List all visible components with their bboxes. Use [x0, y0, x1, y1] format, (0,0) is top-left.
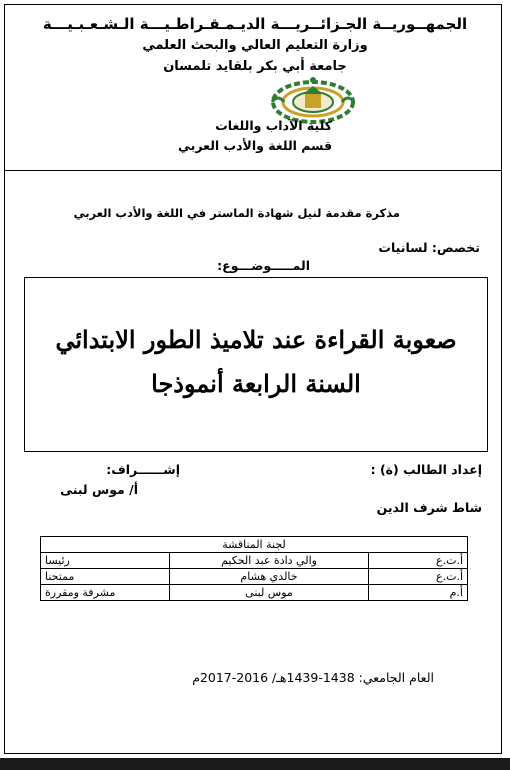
supervisor-name: أ/ موس لبنى: [60, 482, 138, 497]
ministry-name: وزارة التعليم العالي والبحث العلمي: [142, 38, 368, 53]
jury-rank: أ.م: [369, 585, 468, 601]
table-row: [41, 569, 468, 585]
table-row: [41, 553, 468, 569]
supervision-label: إشــــــراف:: [106, 462, 180, 477]
department-name: قسم اللغة والأدب العربي: [178, 138, 332, 153]
bottom-bar: [0, 758, 510, 770]
jury-rank: أ.ت.ع: [369, 553, 468, 569]
header-divider: [4, 170, 502, 171]
academic-year: العام الجامعي: 1438-1439هـ/ 2016-2017م: [192, 670, 434, 685]
faculty-block: [178, 116, 332, 156]
republic-name: الجمهــوريــة الجـزائــريـــة الديـمـقـراطـيـــة الـشـعـبـيـــة: [42, 15, 468, 33]
faculty-name: كلية الآداب واللغات: [215, 118, 332, 133]
title-line-1: صعوبة القراءة عند تلاميذ الطور الابتدائي: [55, 325, 457, 354]
jury-role: ممتحنا: [41, 569, 170, 585]
jury-member-name: والي دادة عبد الحكيم: [170, 553, 369, 569]
specialization: تخصص: لسانيات: [378, 240, 480, 255]
jury-role: رئيسا: [41, 553, 170, 569]
student-name: شاط شرف الدين: [376, 500, 482, 515]
institution-header: [20, 14, 490, 77]
title-box: [24, 277, 488, 452]
jury-rank: أ.ت.ع: [369, 569, 468, 585]
jury-caption: لجنة المناقشة: [41, 537, 468, 553]
title-line-2: السنة الرابعة أنموذجا: [151, 369, 361, 398]
table-row: [41, 585, 468, 601]
memo-statement: مذكرة مقدمة لنيل شهادة الماستر في اللغة والأدب العربي: [73, 206, 400, 220]
topic-label: المـــــوضـــوع:: [217, 258, 310, 273]
student-label: إعداد الطالب (ة) :: [370, 462, 482, 477]
jury-role: مشرفة ومقررة: [41, 585, 170, 601]
jury-member-name: خالدي هشام: [170, 569, 369, 585]
jury-table: [40, 536, 468, 601]
jury-member-name: موس لبنى: [170, 585, 369, 601]
jury-caption-row: [41, 537, 468, 553]
thesis-title: [25, 318, 487, 406]
university-name: جامعة أبي بكر بلقايد تلمسان: [163, 59, 347, 74]
